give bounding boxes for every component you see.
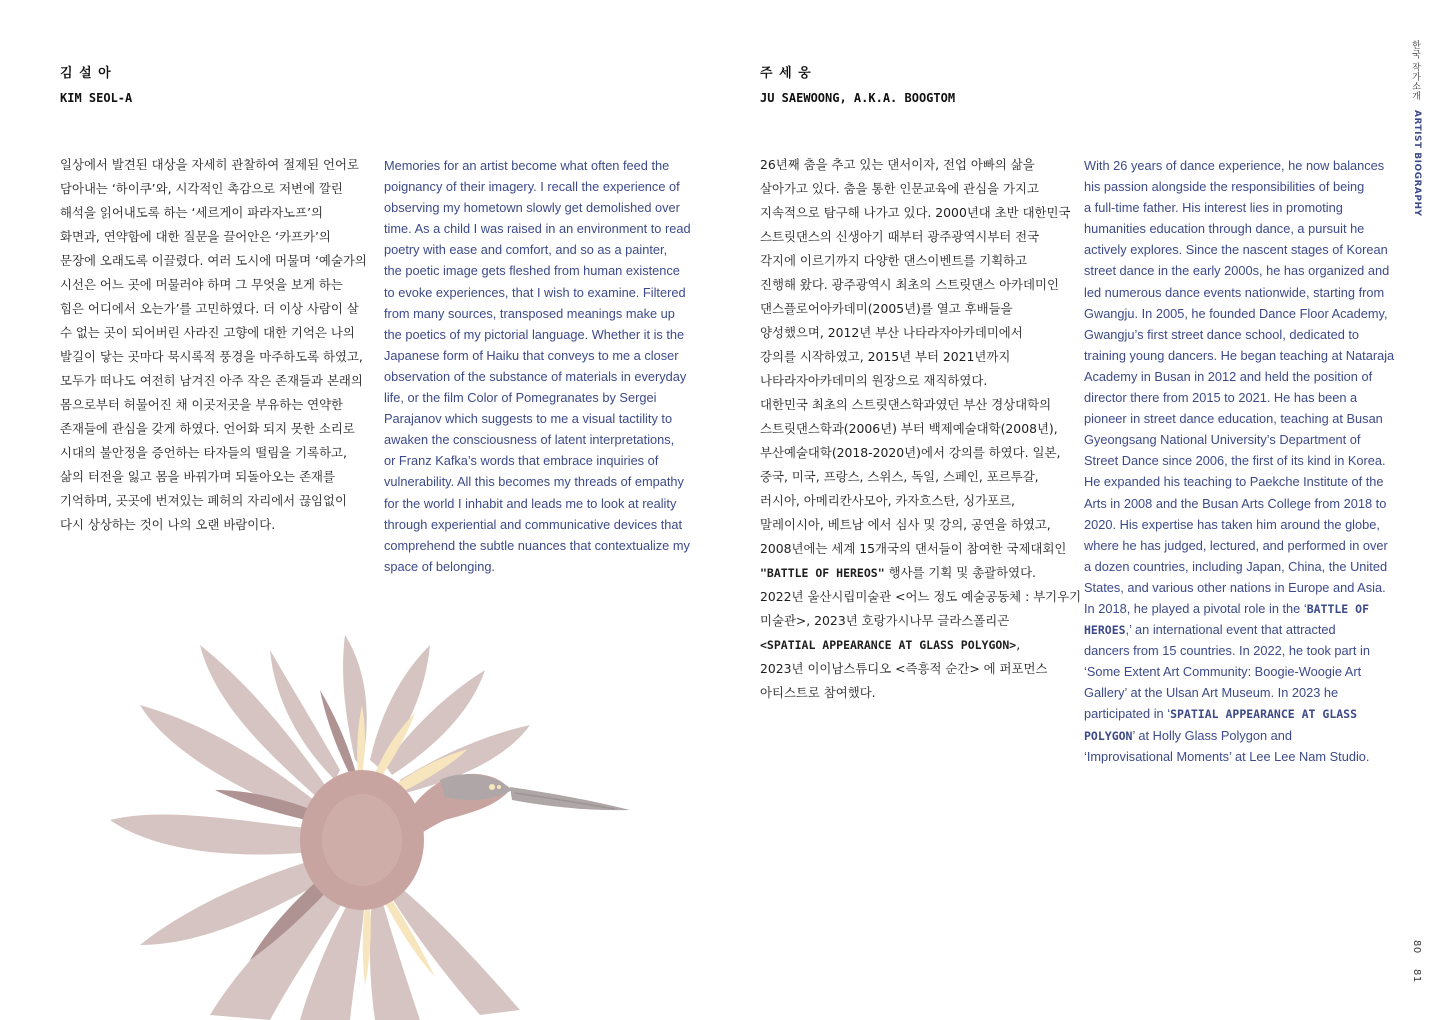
text-line: Gwangju’s first street dance school, dedicated to <box>1084 326 1360 342</box>
text-line: Parajanov which suggests to me a visual tactility to <box>384 411 673 427</box>
ko-spatial-line <box>760 633 1060 657</box>
text-line: comprehend the subtle nuances that contextualize my <box>384 537 690 553</box>
text-line: 부산예술대학(2018-2020년)에서 강의를 하였다. 일본, <box>760 445 1061 460</box>
ko-event-line <box>760 561 1060 585</box>
text-line: to evoke experiences, that I wish to examine. Filtered <box>384 284 686 300</box>
text-line: 진행해 왔다. 광주광역시 최초의 스트릿댄스 아카데미인 <box>760 277 1059 292</box>
text-line: humanities education through dance, a pursuit he <box>1084 221 1365 237</box>
text-line: or Franz Kafka’s words that embrace inquiries of <box>384 453 659 469</box>
text-line: He expanded his teaching to Paekche Institute of the <box>1084 474 1384 490</box>
en-text-line <box>1084 703 1389 724</box>
artist1-header <box>60 62 132 105</box>
text-line: where he has judged, lectured, and performed in over <box>1084 537 1388 553</box>
text-line: awaken the consciousness of latent interpretations, <box>384 432 675 448</box>
text-line: 중국, 미국, 프랑스, 스위스, 독일, 스페인, 포르투갈, <box>760 469 1039 484</box>
text-line: 댄스플로어아카데미(2005년)를 열고 후배들을 <box>760 301 1013 316</box>
text-line: vulnerability. All this becomes my threads of empathy <box>384 474 684 490</box>
text-line: 말레이시아, 베트남 에서 심사 및 강의, 공연을 하였고, <box>760 517 1051 532</box>
text-line: 양성했으며, 2012년 부산 나타라자아카데미에서 <box>760 325 1023 340</box>
text-line: States, and various other nations in Europe and Asia. <box>1084 579 1386 595</box>
ko-event-title: "BATTLE OF HEREOS" <box>760 566 885 580</box>
text-line: for the world I inhabit and leads me to look at reality <box>384 495 677 511</box>
text-line: Japanese form of Haiku that conveys to me a closer <box>384 347 679 363</box>
en-event-title: HEROES <box>1084 623 1126 638</box>
text-line: 대한민국 최초의 스트릿댄스학과였던 부산 경상대학의 <box>760 397 1052 412</box>
text-line: 기억하며, 곳곳에 번져있는 폐허의 자리에서 끊임없이 <box>60 493 347 508</box>
text-line: pioneer in street dance education, teaching at Busan <box>1084 411 1383 427</box>
ko-text-line: 2023년 이이남스튜디오 <즉흥적 순간> 에 퍼포먼스 <box>760 661 1048 676</box>
text-line: Gwangju. In 2005, he founded Dance Floor Academy, <box>1084 305 1388 321</box>
text-line: 화면과, 연약함에 대한 질문을 끌어안은 ‘카프카’의 <box>60 229 331 244</box>
en-text-line: Gallery’ at the Ulsan Art Museum. In 2023 he <box>1084 685 1339 701</box>
text-line: 삶의 터전을 잃고 몸을 바꿔가며 되돌아오는 존재를 <box>60 469 335 484</box>
en-text-line: ‘Some Extent Art Community: Boogie-Woogie Art <box>1084 664 1362 680</box>
en-spatial-title: SPATIAL APPEARANCE AT GLASS <box>1170 707 1358 722</box>
text-line: through experiential and communicative devices that <box>384 516 683 532</box>
text-line: 존재들에 관심을 갖게 하였다. 언어화 되지 못한 소리로 <box>60 421 355 436</box>
text-line: training young dancers. He began teaching at Nataraja <box>1084 347 1395 363</box>
page-number-right: 81 <box>1411 969 1422 984</box>
text-line: 힘은 어디에서 오는가’를 고민하였다. 더 이상 사람이 살 <box>60 301 359 316</box>
text-line: 스트릿댄스학과(2006년) 부터 백제예술대학(2008년), <box>760 421 1058 436</box>
artist2-bio-en <box>1084 155 1395 767</box>
text-line: Gyeongsang National University’s Department of <box>1084 432 1361 448</box>
text-line: 일상에서 발견된 대상을 자세히 관찰하여 절제된 언어로 <box>60 157 359 172</box>
en-text-fragment: In 2018, he played a pivotal role in the ‘ <box>1084 600 1307 616</box>
side-label-en: ARTIST BIOGRAPHY <box>1412 110 1422 217</box>
artist1-name-ko: 김 설 아 <box>60 66 112 81</box>
ko-spatial-title: <SPATIAL APPEARANCE AT GLASS POLYGON> <box>760 638 1017 652</box>
text-line: director there from 2015 to 2021. He has been a <box>1084 390 1358 406</box>
text-line: observing my hometown slowly get demolished over <box>384 200 680 216</box>
text-line: 시대의 불안정을 증언하는 타자들의 떨림을 기록하고, <box>60 445 347 460</box>
text-line: led numerous dance events nationwide, starting from <box>1084 284 1385 300</box>
text-line: 스트릿댄스의 신생아기 때부터 광주광역시부터 전국 <box>760 229 1040 244</box>
en-text-fragment: ,’ an international event that attracted <box>1125 622 1336 638</box>
ko-text-line: 2022년 울산시립미술관 <어느 정도 예술공동체 : 부기우기 <box>760 589 1082 604</box>
text-line: time. As a child I was raised in an environment to read <box>384 221 691 237</box>
text-line: Memories for an artist become what often feed the <box>384 158 670 173</box>
text-line: 몸으로부터 허물어진 채 이곳저곳을 부유하는 연약한 <box>60 397 344 412</box>
text-line: 다시 상상하는 것이 나의 오랜 바람이다. <box>60 517 276 532</box>
text-line: 26년째 춤을 추고 있는 댄서이자, 전업 아빠의 삶을 <box>760 157 1035 172</box>
ko-text-line: 아티스트로 참여했다. <box>760 685 876 700</box>
artist2-header <box>760 62 955 105</box>
text-line: Street Dance since 2006, the first of its kind in Korea. <box>1084 453 1386 469</box>
text-line: 담아내는 ‘하이쿠’와, 시각적인 촉감으로 저변에 깔린 <box>60 181 343 196</box>
text-line: 지속적으로 탐구해 나가고 있다. 2000년대 초반 대한민국 <box>760 205 1071 220</box>
text-line: the poetics of my pictorial language. Whether it is the <box>384 326 685 342</box>
text-line: observation of the substance of materials in everyday <box>384 368 687 384</box>
text-line: 살아가고 있다. 춤을 통한 인문교육에 관심을 가지고 <box>760 181 1039 196</box>
text-line: his passion alongside the responsibilities of being <box>1084 179 1365 195</box>
artist1-bio-en <box>384 155 694 577</box>
text-line: 발길이 닿는 곳마다 묵시록적 풍경을 마주하도록 하였고, <box>60 349 363 364</box>
text-line: poignancy of their imagery. I recall the experience of <box>384 179 680 195</box>
text-line: space of belonging. <box>384 558 495 574</box>
text-line: a full-time father. His interest lies in promoting <box>1084 200 1343 216</box>
ko-spatial-rest: , <box>1016 637 1021 652</box>
text-line: street dance in the early 2000s, he has organized and <box>1084 263 1390 279</box>
text-line: 수 없는 곳이 되어버린 사라진 고향에 대한 기억은 나의 <box>60 325 355 340</box>
artist2-name-en: JU SAEWOONG, A.K.A. BOOGTOM <box>760 91 956 105</box>
text-line: 나타라자아카데미의 원장으로 재직하였다. <box>760 373 988 388</box>
text-line: 시선은 어느 곳에 머물러야 하며 그 무엇을 보게 하는 <box>60 277 343 292</box>
artist2-name-ko: 주 세 웅 <box>760 66 812 81</box>
text-line: With 26 years of dance experience, he now balances <box>1084 158 1385 173</box>
artist1-name-en: KIM SEOL-A <box>60 91 133 105</box>
text-line: poetry with ease and comfort, and so as a painter, <box>384 242 668 258</box>
text-line: 해석을 읽어내도록 하는 ‘세르게이 파라자노프’의 <box>60 205 324 220</box>
text-line: from many sources, transposed meanings make up <box>384 305 675 321</box>
ko-event-rest: 행사를 기획 및 총괄하였다. <box>884 565 1036 580</box>
en-text-line: dancers from 15 countries. In 2022, he took part in <box>1084 643 1370 659</box>
text-line: 2008년에는 세계 15개국의 댄서들이 참여한 국제대회인 <box>760 541 1067 556</box>
text-line: actively explores. Since the nascent stages of Korean <box>1084 242 1388 258</box>
text-line: Arts in 2008 and the Busan Arts College from 2018 to <box>1084 495 1387 511</box>
text-line: 모두가 떠나도 여전히 남겨진 아주 작은 존재들과 본래의 <box>60 373 363 388</box>
en-text-fragment: ’ at Holly Glass Polygon and <box>1132 727 1293 743</box>
text-line: 각지에 이르기까지 다양한 댄스이벤트를 기획하고 <box>760 253 1028 268</box>
en-text-line <box>1084 598 1389 619</box>
en-text-fragment: participated in ‘ <box>1084 706 1171 722</box>
text-line: the poetic image gets fleshed from human existence <box>384 263 680 279</box>
page-numbers <box>1398 940 1422 995</box>
text-line: 러시아, 아메리칸사모아, 카자흐스탄, 싱가포르, <box>760 493 1015 508</box>
text-line: a dozen countries, including Japan, China, the United <box>1084 558 1388 574</box>
artist2-bio-ko <box>760 153 1082 705</box>
artist1-bio-ko <box>60 153 367 537</box>
bird-illustration <box>100 615 640 1020</box>
en-spatial-title: POLYGON <box>1084 728 1133 743</box>
en-text-line <box>1084 725 1389 746</box>
text-line: 문장에 오래도록 이끌렸다. 여러 도시에 머물며 ‘예술가의 <box>60 253 367 268</box>
text-line: Academy in Busan in 2012 and held the position of <box>1084 368 1373 384</box>
page-number-left: 80 <box>1411 940 1422 954</box>
text-line: life, or the film Color of Pomegranates by Sergei <box>384 390 657 406</box>
side-label-ko: 한국 작가소개 <box>1410 40 1420 101</box>
text-line: 2020. His expertise has taken him around the globe, <box>1084 516 1380 532</box>
ko-text-line: 미술관>, 2023년 호랑가시나무 글라스폴리곤 <box>760 613 1010 628</box>
en-event-title: BATTLE OF <box>1306 601 1369 616</box>
en-text-line <box>1084 619 1389 640</box>
text-line: 강의를 시작하였고, 2015년 부터 2021년까지 <box>760 349 1011 364</box>
en-text-line: ‘Improvisational Moments’ at Lee Lee Nam Studio. <box>1084 748 1370 764</box>
